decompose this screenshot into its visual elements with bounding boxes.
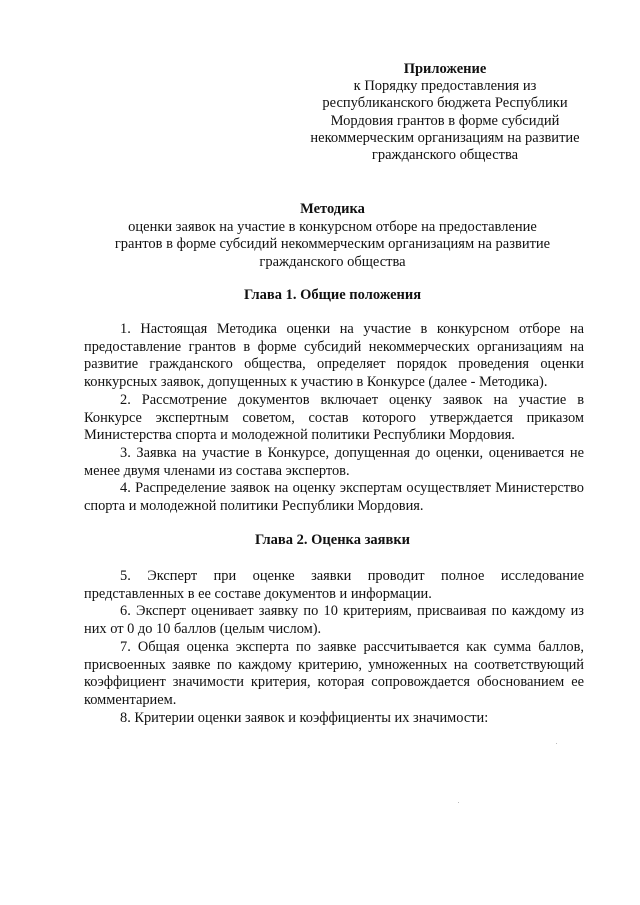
title-line: гражданского общества <box>259 253 406 270</box>
appendix-line: республиканского бюджета Республики <box>322 95 568 112</box>
title-heading: Методика <box>300 201 365 217</box>
appendix-line: гражданского общества <box>371 147 519 164</box>
scan-speck <box>458 802 459 803</box>
paragraph-4: 4. Распределение заявок на оценку экспертам осуществляет Министерство спорта и молодежной политики Республики Мордовия. <box>84 480 584 515</box>
chapter2-body <box>84 568 584 727</box>
paragraph-6: 6. Эксперт оценивает заявку по 10 критериям, присваивая по каждому из них от 0 до 10 баллов (целым числом). <box>84 603 584 638</box>
title-line: оценки заявок на участие в конкурсном отборе на предоставление <box>128 218 537 235</box>
appendix-line: к Порядку предоставления из <box>353 78 537 95</box>
document-title <box>80 201 585 271</box>
chapter1-heading: Глава 1. Общие положения <box>243 287 422 303</box>
appendix-line: некоммерческим организациям на развитие <box>310 129 580 146</box>
paragraph-7: 7. Общая оценка эксперта по заявке рассчитывается как сумма баллов, присвоенных заявке по каждому критерию, умноженных на соответствующий коэффициент значимости критерия, которая сопровождается обоснованием ее комментарием. <box>84 638 584 708</box>
appendix-heading: Приложение <box>403 61 487 77</box>
paragraph-2: 2. Рассмотрение документов включает оценку заявок на участие в Конкурсе экспертным советом, состав которого утверждается приказом Министерства спорта и молодежной политики Республики Мордовия. <box>84 391 584 444</box>
paragraph-5: 5. Эксперт при оценке заявки проводит полное исследование представленных в ее составе документов и информации. <box>84 568 584 602</box>
paragraph-1: 1. Настоящая Методика оценки на участие в конкурсном отборе на предоставление грантов в форме субсидий некоммерческих организациям на развитие гражданского общества, определяет порядок проведения оценки конкурсных заявок, допущенных к участию в Конкурсе (далее - Методика). <box>84 321 584 391</box>
chapter1-body <box>84 321 584 516</box>
paragraph-8: 8. Критерии оценки заявок и коэффициенты их значимости: <box>120 709 489 726</box>
appendix-block <box>300 61 590 164</box>
scan-speck <box>556 743 557 744</box>
chapter2-heading: Глава 2. Оценка заявки <box>254 532 411 548</box>
paragraph-3: 3. Заявка на участие в Конкурсе, допущенная до оценки, оценивается не менее двумя членами из состава экспертов. <box>84 444 584 479</box>
appendix-line: Мордовия грантов в форме субсидий <box>330 112 560 129</box>
title-line: грантов в форме субсидий некоммерческим организациям на развитие <box>114 236 551 253</box>
